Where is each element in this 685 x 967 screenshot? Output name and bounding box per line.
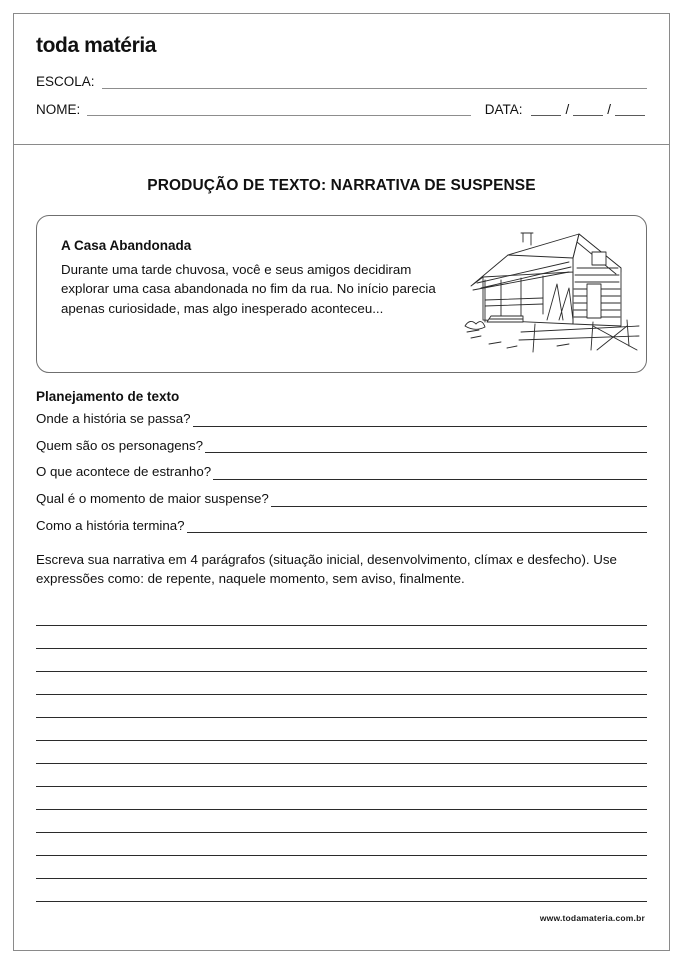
writing-line[interactable] [36,649,647,672]
story-prompt-title: A Casa Abandonada [61,238,192,253]
planning-question-row [36,439,647,454]
story-prompt-text: Durante uma tarde chuvosa, você e seus amigos decidiram explorar uma casa abandonada no fim da rua. No início parecia apenas curiosidade, mas algo inesperado aconteceu... [61,262,436,316]
date-separator-1: / [565,101,570,117]
planning-answer-line[interactable] [193,417,648,427]
worksheet-header [14,14,669,145]
planning-question-label: O que acontece de estranho? [36,464,212,480]
writing-line[interactable] [36,626,647,649]
planning-question-label: Onde a história se passa? [36,411,191,426]
worksheet-body [14,177,669,923]
name-input-line[interactable] [87,104,470,116]
writing-line[interactable] [36,695,647,718]
writing-line[interactable] [36,833,647,856]
planning-answer-line[interactable] [205,443,647,453]
date-separator-2: / [607,101,611,117]
writing-line[interactable] [36,764,647,787]
planning-question-label: Qual é o momento de maior suspense? [36,490,269,506]
writing-line[interactable] [36,672,647,695]
writing-line[interactable] [36,856,647,879]
planning-heading: Planejamento de texto [36,389,180,404]
name-date-field-row [36,103,647,117]
date-month-input[interactable] [573,104,603,116]
writing-line[interactable] [36,810,647,833]
planning-answer-line[interactable] [271,497,647,507]
planning-answer-line[interactable] [213,470,647,480]
date-field-group [471,103,647,117]
planning-question-row [36,519,647,534]
brand-logo: toda matéria [36,34,157,57]
worksheet-page [13,13,670,951]
planning-question-row [36,465,647,480]
name-label: NOME: [36,101,81,117]
writing-line[interactable] [36,718,647,741]
planning-question-row [36,492,647,507]
planning-answer-line[interactable] [187,523,647,533]
writing-instruction: Escreva sua narrativa em 4 parágrafos (situação inicial, desenvolvimento, clímax e desfecho). Use expressões como: de repente, naquele momento, sem aviso, finalmente. [36,552,617,587]
school-field-row [36,75,647,89]
story-prompt-box [36,215,647,373]
page-title: PRODUÇÃO DE TEXTO: NARRATIVA DE SUSPENSE [147,177,536,194]
date-year-input[interactable] [615,104,645,116]
planning-question-list [36,412,647,533]
writing-line[interactable] [36,879,647,902]
writing-line[interactable] [36,603,647,626]
school-label: ESCOLA: [36,74,95,89]
date-label: DATA: [484,101,523,117]
planning-question-row [36,412,647,427]
writing-line[interactable] [36,787,647,810]
writing-line[interactable] [36,741,647,764]
planning-question-label: Quem são os personagens? [36,437,204,453]
planning-question-label: Como a história termina? [36,517,185,533]
date-day-input[interactable] [531,104,561,116]
school-input-line[interactable] [102,77,647,89]
footer-url: www.todamateria.com.br [539,912,645,923]
writing-lines-area [36,603,647,902]
